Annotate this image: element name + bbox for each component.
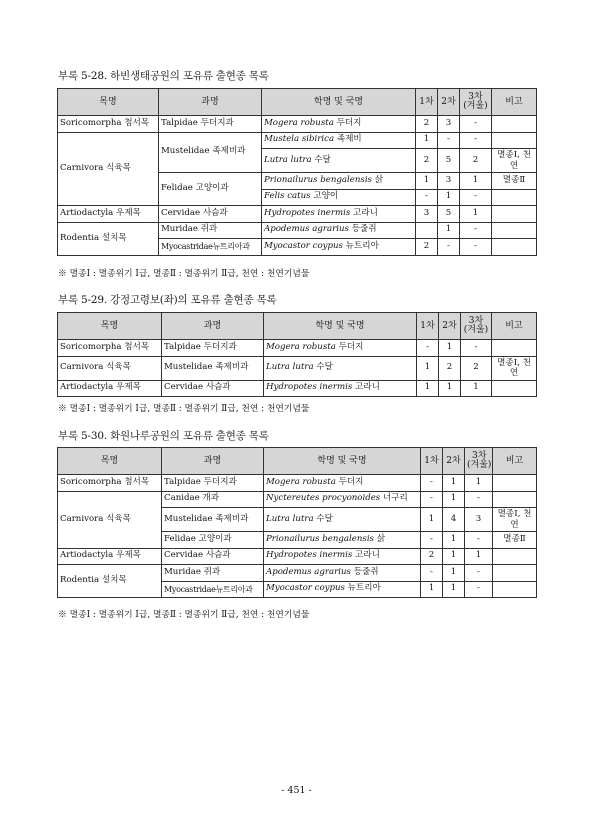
family-cell: Talpidae 두더지과 [159,116,262,133]
family-cell: Mustelidae 족제비과 [162,508,264,532]
table-row [58,116,537,133]
survey-3-cell: - [460,116,492,133]
survey-1-cell: 1 [421,508,443,532]
family-cell: Cervidae 사슴과 [159,206,262,223]
remarks-cell [493,491,537,508]
header-survey-1: 1차 [416,89,438,116]
survey-2-cell: 1 [443,475,465,492]
mammal-table [57,88,537,256]
survey-2-cell: 2 [439,356,461,380]
survey-1-cell: 2 [416,149,438,173]
table-row [58,356,537,380]
survey-3-cell: - [460,222,492,239]
survey-2-cell: 1 [439,340,461,357]
table-row [58,132,537,149]
header-survey-2: 2차 [443,448,465,475]
survey-2-cell: 1 [443,532,465,549]
survey-1-cell: 2 [416,116,438,133]
header-family: 과명 [162,448,264,475]
remarks-cell [493,548,537,565]
remarks-cell [492,340,537,357]
mammal-table [57,447,537,598]
survey-2-cell: 4 [443,508,465,532]
survey-3-cell: 1 [461,380,492,397]
survey-3-cell: 2 [460,149,492,173]
remarks-cell: 멸종Ⅰ, 천연 [492,356,537,380]
header-order: 목명 [58,89,159,116]
family-cell: Mustelidae 족제비과 [162,356,264,380]
species-cell: Lutra lutra 수달 [264,356,417,380]
header-survey-2: 2차 [439,313,461,340]
section-title: 부록 5-29. 강정고령보(좌)의 포유류 출현종 목록 [58,294,277,306]
header-family: 과명 [162,313,264,340]
family-cell: Cervidae 사슴과 [162,380,264,397]
species-cell: Lutra lutra 수달 [262,149,416,173]
survey-2-cell: - [438,132,460,149]
table-row [58,548,537,565]
survey-3-cell: 1 [460,206,492,223]
survey-1-cell [416,222,438,239]
order-cell: Artiodactyla 우제목 [58,380,162,397]
survey-3-cell: 1 [460,173,492,190]
survey-3-cell: - [465,491,493,508]
table-header-row [58,448,537,475]
header-family: 과명 [159,89,262,116]
family-cell: Canidae 개과 [162,491,264,508]
species-cell: Lutra lutra 수달 [264,508,421,532]
species-cell: Hydropotes inermis 고라니 [264,548,421,565]
order-cell: Carnivora 식육목 [58,491,162,548]
table-footnote: ※ 멸종Ⅰ : 멸종위기 Ⅰ급, 멸종Ⅱ : 멸종위기 Ⅱ급, 천연 : 천연기념물 [58,269,310,279]
survey-2-cell: 1 [443,548,465,565]
header-remarks: 비고 [492,89,537,116]
table-row [58,565,537,582]
family-cell: Myocastridae뉴트리아과 [159,239,262,256]
survey-3-cell: 2 [461,356,492,380]
survey-1-cell: 1 [421,581,443,598]
header-order: 목명 [58,313,162,340]
survey-1-cell: 1 [416,173,438,190]
family-cell: Talpidae 두더지과 [162,340,264,357]
family-cell: Felidae 고양이과 [159,173,262,206]
survey-1-cell: - [421,491,443,508]
species-cell: Mogera robusta 두더지 [262,116,416,133]
order-cell: Carnivora 식육목 [58,356,162,380]
survey-2-cell: 1 [443,565,465,582]
species-cell: Apodemus agrarius 등줄쥐 [264,565,421,582]
header-species: 학명 및 국명 [264,448,421,475]
table-header-row [58,89,537,116]
survey-2-cell: - [438,239,460,256]
survey-2-cell: 1 [438,189,460,206]
remarks-cell [492,380,537,397]
survey-3-cell: - [465,532,493,549]
order-cell: Rodentia 설치목 [58,222,159,255]
species-cell: Nyctereutes procyonoides 너구리 [264,491,421,508]
table-header-row [58,313,537,340]
survey-3-cell: 1 [465,475,493,492]
family-cell: Felidae 고양이과 [162,532,264,549]
table-row [58,380,537,397]
order-cell: Soricomorpha 첨서목 [58,340,162,357]
survey-1-cell: 1 [417,380,439,397]
survey-3-cell: - [460,132,492,149]
table-row [58,475,537,492]
family-cell: Cervidae 사슴과 [162,548,264,565]
family-cell: Myocastridae뉴트리아과 [162,581,264,598]
header-survey-1: 1차 [417,313,439,340]
header-survey-3: 3차 (겨울) [460,89,492,116]
species-cell: Apodemus agrarius 등줄쥐 [262,222,416,239]
survey-2-cell: 1 [443,581,465,598]
table-footnote: ※ 멸종Ⅰ : 멸종위기 Ⅰ급, 멸종Ⅱ : 멸종위기 Ⅱ급, 천연 : 천연기념물 [58,404,310,414]
family-cell: Talpidae 두더지과 [162,475,264,492]
order-cell: Artiodactyla 우제목 [58,548,162,565]
survey-3-cell: - [460,239,492,256]
family-cell: Muridae 쥐과 [162,565,264,582]
header-survey-2: 2차 [438,89,460,116]
table-row [58,491,537,508]
survey-2-cell: 5 [438,149,460,173]
species-cell: Mogera robusta 두더지 [264,475,421,492]
survey-3-cell: - [460,189,492,206]
header-survey-1: 1차 [421,448,443,475]
species-cell: Myocastor coypus 뉴트리아 [264,581,421,598]
survey-3-cell: - [465,581,493,598]
remarks-cell: 멸종Ⅰ, 천연 [492,149,537,173]
survey-2-cell: 5 [438,206,460,223]
survey-2-cell: 1 [438,222,460,239]
species-cell: Mogera robusta 두더지 [264,340,417,357]
species-cell: Hydropotes inermis 고라니 [262,206,416,223]
species-cell: Hydropotes inermis 고라니 [264,380,417,397]
table-row [58,206,537,223]
remarks-cell: 멸종Ⅱ [493,532,537,549]
table-footnote: ※ 멸종Ⅰ : 멸종위기 Ⅰ급, 멸종Ⅱ : 멸종위기 Ⅱ급, 천연 : 천연기념물 [58,610,310,620]
species-cell: Prionailurus bengalensis 삵 [262,173,416,190]
remarks-cell [493,565,537,582]
remarks-cell [492,189,537,206]
header-survey-3: 3차 (겨울) [461,313,492,340]
order-cell: Soricomorpha 첨서목 [58,116,159,133]
species-cell: Prionailurus bengalensis 삵 [264,532,421,549]
remarks-cell [492,222,537,239]
remarks-cell [493,581,537,598]
survey-3-cell: 3 [465,508,493,532]
order-cell: Soricomorpha 첨서목 [58,475,162,492]
survey-3-cell: 1 [465,548,493,565]
remarks-cell [492,206,537,223]
header-survey-3: 3차 (겨울) [465,448,493,475]
section-title: 부록 5-30. 화원나루공원의 포유류 출현종 목록 [58,430,269,442]
remarks-cell: 멸종Ⅱ [492,173,537,190]
survey-1-cell: 1 [417,356,439,380]
family-cell: Mustelidae 족제비과 [159,132,262,173]
remarks-cell [492,239,537,256]
header-remarks: 비고 [493,448,537,475]
table-row [58,340,537,357]
header-species: 학명 및 국명 [264,313,417,340]
remarks-cell [493,475,537,492]
survey-1-cell: - [421,565,443,582]
remarks-cell: 멸종Ⅰ, 천연 [493,508,537,532]
survey-1-cell: 2 [421,548,443,565]
survey-1-cell: - [421,532,443,549]
remarks-cell [492,132,537,149]
survey-1-cell: 1 [416,132,438,149]
species-cell: Mustela sibirica 족제비 [262,132,416,149]
page-number: - 451 - [281,785,312,796]
species-cell: Felis catus 고양이 [262,189,416,206]
survey-2-cell: 1 [439,380,461,397]
order-cell: Carnivora 식육목 [58,132,159,206]
header-order: 목명 [58,448,162,475]
species-cell: Myocastor coypus 뉴트리아 [262,239,416,256]
family-cell: Muridae 쥐과 [159,222,262,239]
survey-1-cell: 2 [416,239,438,256]
survey-1-cell: 3 [416,206,438,223]
section-title: 부록 5-28. 하빈생태공원의 포유류 출현종 목록 [58,70,269,82]
survey-1-cell: - [417,340,439,357]
survey-3-cell: - [461,340,492,357]
table-row [58,222,537,239]
mammal-table [57,312,537,397]
survey-2-cell: 3 [438,173,460,190]
header-remarks: 비고 [492,313,537,340]
survey-3-cell: - [465,565,493,582]
survey-2-cell: 3 [438,116,460,133]
survey-2-cell: 1 [443,491,465,508]
remarks-cell [492,116,537,133]
header-species: 학명 및 국명 [262,89,416,116]
order-cell: Rodentia 설치목 [58,565,162,598]
order-cell: Artiodactyla 우제목 [58,206,159,223]
survey-1-cell: - [416,189,438,206]
survey-1-cell: - [421,475,443,492]
